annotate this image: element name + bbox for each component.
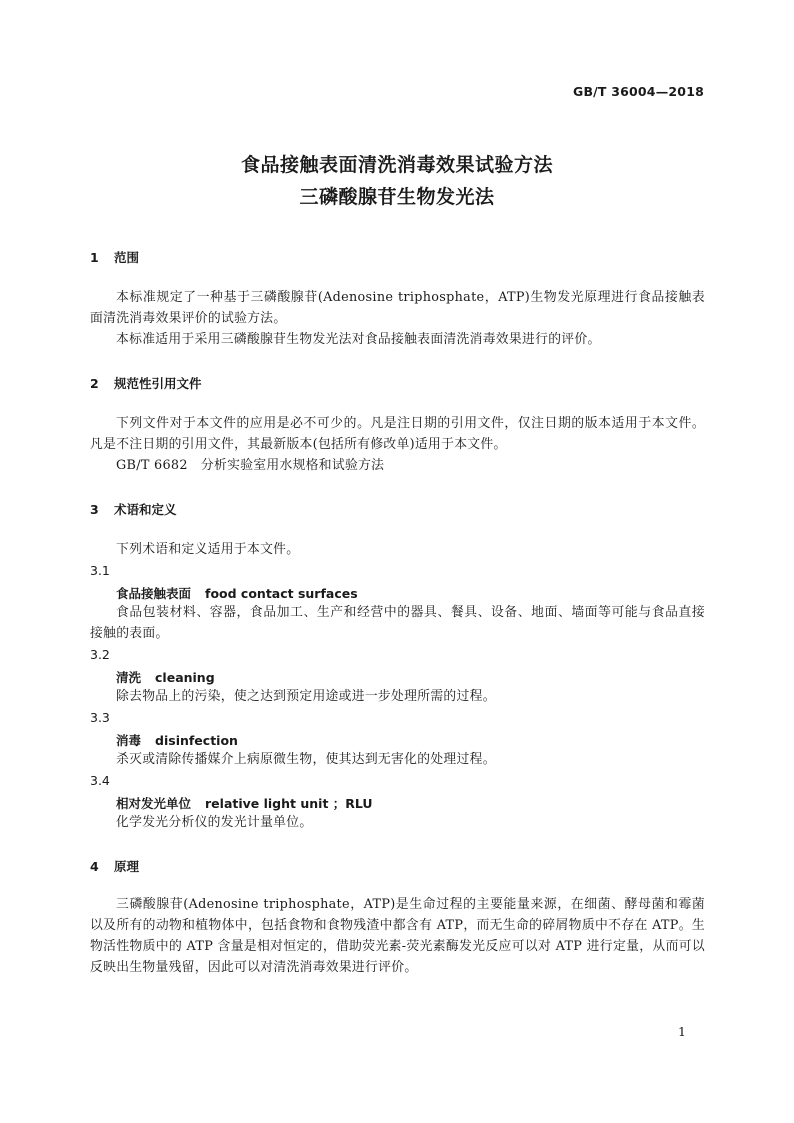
clause-number: 3.4	[90, 773, 110, 788]
standard-code: GB/T 36004—2018	[572, 84, 704, 99]
term-zh: 清洗	[116, 670, 142, 685]
paragraph-normative-refs: 下列文件对于本文件的应用是必不可少的。凡是注日期的引用文件，仅注日期的版本适用于本文件。凡是不注日期的引用文件，其最新版本(包括所有修改单)适用于本文件。	[90, 416, 705, 452]
paragraph-scope-1: 本标准规定了一种基于三磷酸腺苷(Adenosine triphosphate，ATP)生物发光原理进行食品接触表面清洗消毒效果评价的试验方法。	[90, 290, 705, 326]
term-entry	[116, 731, 238, 749]
section-number: 4	[90, 859, 99, 874]
section-title: 范围	[114, 250, 140, 265]
clause-number: 3.3	[90, 710, 110, 725]
clause-number: 3.2	[90, 647, 110, 662]
section-number: 1	[90, 250, 99, 265]
term-en: cleaning	[155, 670, 215, 685]
section-number: 3	[90, 502, 99, 517]
section-title: 术语和定义	[114, 502, 177, 517]
term-en: food contact surfaces	[205, 586, 358, 601]
paragraph-terms-intro: 下列术语和定义适用于本文件。	[116, 542, 300, 557]
paragraph-scope-2: 本标准适用于采用三磷酸腺苷生物发光法对食品接触表面清洗消毒效果进行的评价。	[116, 332, 601, 347]
section-title: 规范性引用文件	[114, 376, 202, 391]
term-entry	[116, 794, 373, 812]
page-number: 1	[678, 1024, 686, 1039]
term-entry	[116, 668, 215, 686]
term-definition: 化学发光分析仪的发光计量单位。	[116, 815, 313, 830]
clause-number: 3.1	[90, 563, 110, 578]
term-zh: 食品接触表面	[116, 586, 192, 601]
section-number: 2	[90, 376, 99, 391]
section-heading-2	[90, 374, 202, 392]
document-title-line2: 三磷酸腺苷生物发光法	[299, 186, 495, 208]
section-heading-1	[90, 248, 139, 266]
term-en: relative light unit ；RLU	[205, 796, 373, 811]
term-definition: 除去物品上的污染，使之达到预定用途或进一步处理所需的过程。	[116, 689, 496, 704]
term-zh: 消毒	[116, 733, 142, 748]
document-title-line1: 食品接触表面清洗消毒效果试验方法	[240, 154, 553, 176]
term-zh: 相对发光单位	[116, 796, 192, 811]
section-heading-4	[90, 857, 139, 875]
term-definition: 杀灭或清除传播媒介上病原微生物，使其达到无害化的处理过程。	[116, 752, 496, 767]
paragraph-principle: 三磷酸腺苷(Adenosine triphosphate，ATP)是生命过程的主要能量来源，在细菌、酵母菌和霉菌以及所有的动物和植物体中，包括食物和食物残渣中都含有 ATP，而无生命的碎屑物质中不存在 ATP。生物活性物质中的 ATP 含量是相对恒定的，借助荧光素-荧光素酶发光反应可以对 ATP 进行定量，从而可以反映出生物量残留，因此可以对清洗消毒效果进行评价。	[90, 897, 705, 975]
term-en: disinfection	[155, 733, 238, 748]
section-title: 原理	[114, 859, 140, 874]
term-definition: 食品包装材料、容器，食品加工、生产和经营中的器具、餐具、设备、地面、墙面等可能与食品直接接触的表面。	[90, 605, 705, 641]
reference-gbt6682: GB/T 6682 分析实验室用水规格和试验方法	[116, 458, 385, 473]
term-entry	[116, 584, 358, 602]
section-heading-3	[90, 500, 177, 518]
